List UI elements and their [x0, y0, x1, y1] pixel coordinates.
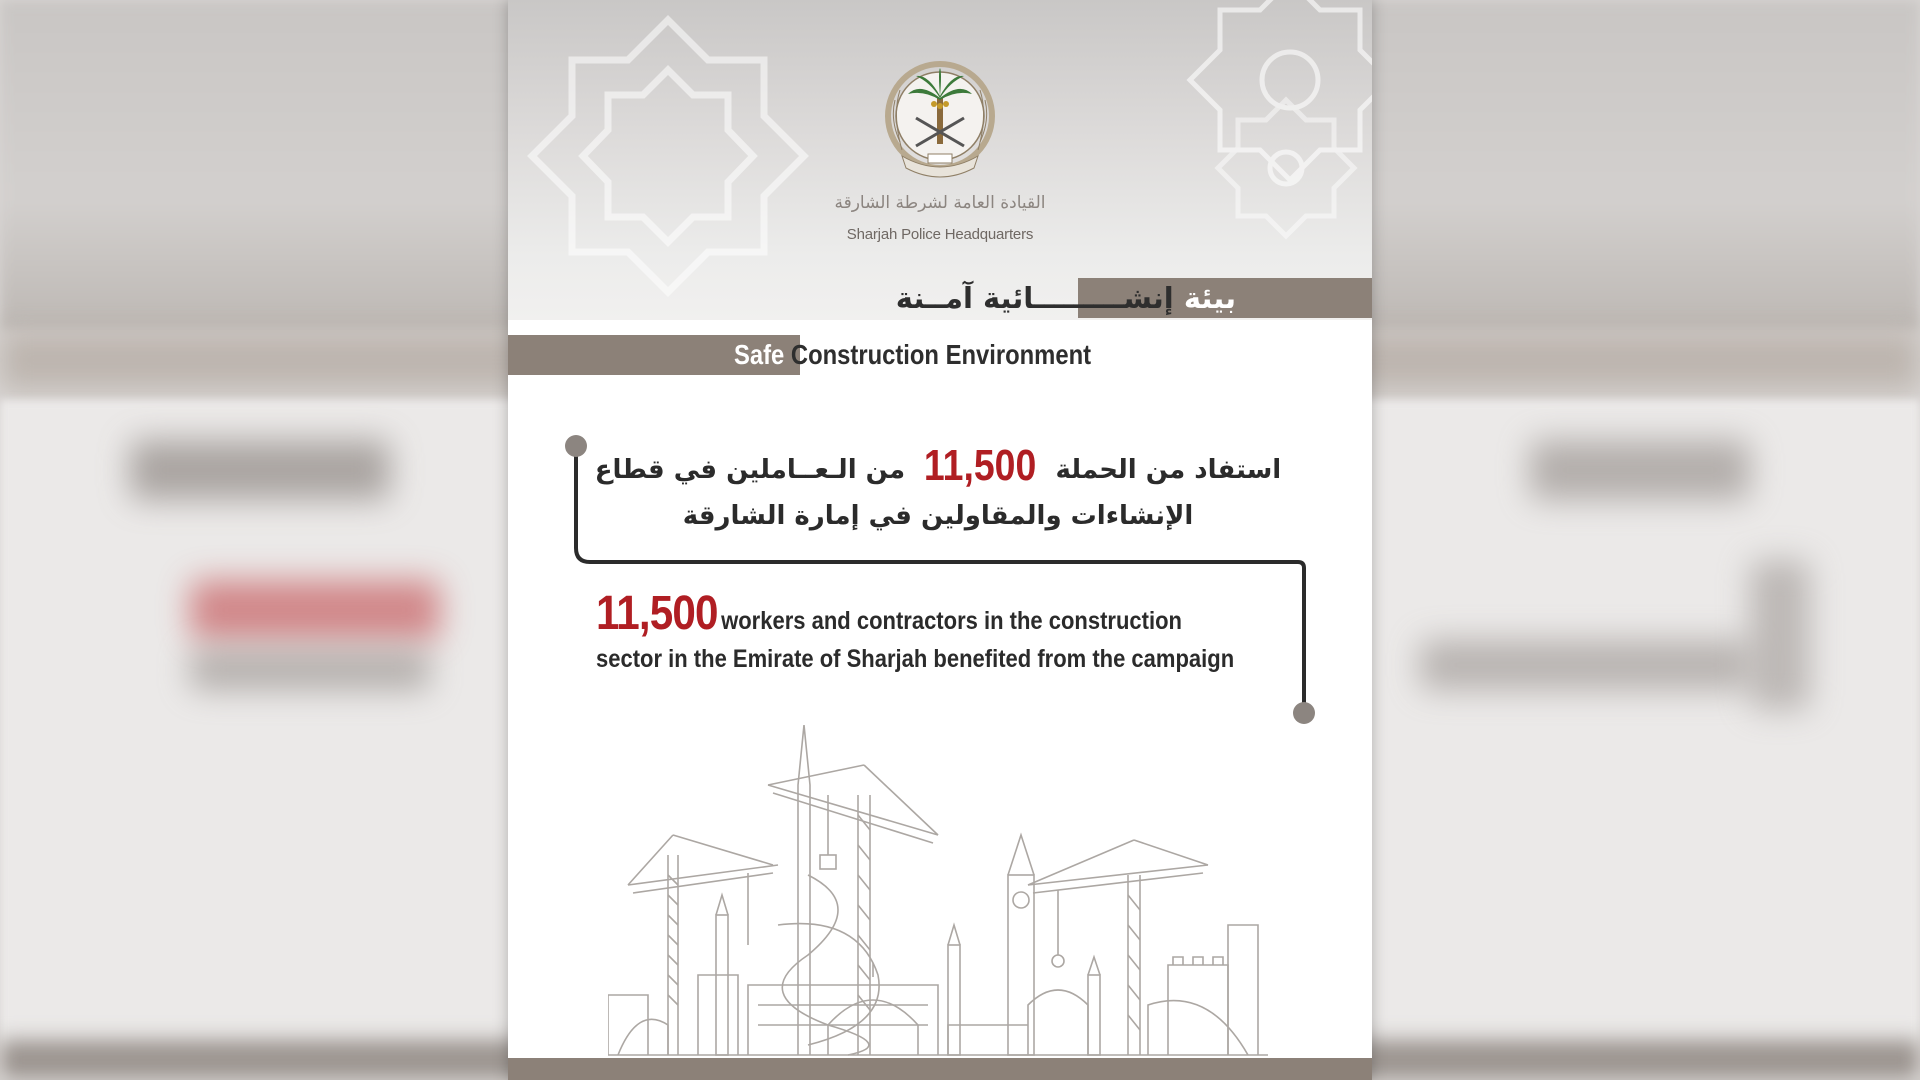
english-title-highlight: Safe: [734, 339, 785, 370]
construction-skyline-icon: [608, 725, 1268, 1060]
bottom-strip: [508, 1058, 1372, 1080]
background-blur-shape: [1530, 440, 1750, 500]
arabic-title-highlight: بيئة: [1183, 281, 1236, 315]
background-blur-shape: [190, 650, 430, 690]
connector-dot-end: [1293, 702, 1315, 724]
poster: [508, 0, 1372, 1080]
background-blur-shape: [190, 580, 440, 640]
arabic-statement-line1: [578, 440, 1298, 496]
english-statement-line2: sector in the Emirate of Sharjah benefited from the campaign: [596, 645, 1235, 673]
logo-english-name: Sharjah Police Headquarters: [846, 226, 1034, 243]
english-statement-number: 11,500: [596, 587, 718, 640]
arabic-title-rest: إنشـــــــــائية آمــنة: [895, 281, 1174, 315]
arabic-statement: [578, 440, 1298, 536]
english-statement-text1: workers and contractors in the construction: [721, 607, 1182, 635]
logo-arabic-name: القيادة العامة لشرطة الشارقة: [834, 193, 1046, 213]
background-blur-shape: [1420, 640, 1750, 690]
background-blur-shape: [130, 440, 390, 500]
english-title-rest: Construction Environment: [790, 339, 1092, 370]
arabic-statement-line2: الإنشاءات والمقاولين في إمارة الشارقة: [682, 501, 1194, 531]
english-statement: [596, 586, 1296, 674]
arabic-statement-number: 11,500: [924, 441, 1037, 490]
english-statement-line1: [596, 586, 1212, 641]
background-blur-shape: [1750, 560, 1810, 710]
arabic-statement-part1: استفاد من الحملة: [1055, 455, 1282, 485]
arabic-statement-part2: من الـعــاملين في قطاع: [594, 455, 906, 485]
